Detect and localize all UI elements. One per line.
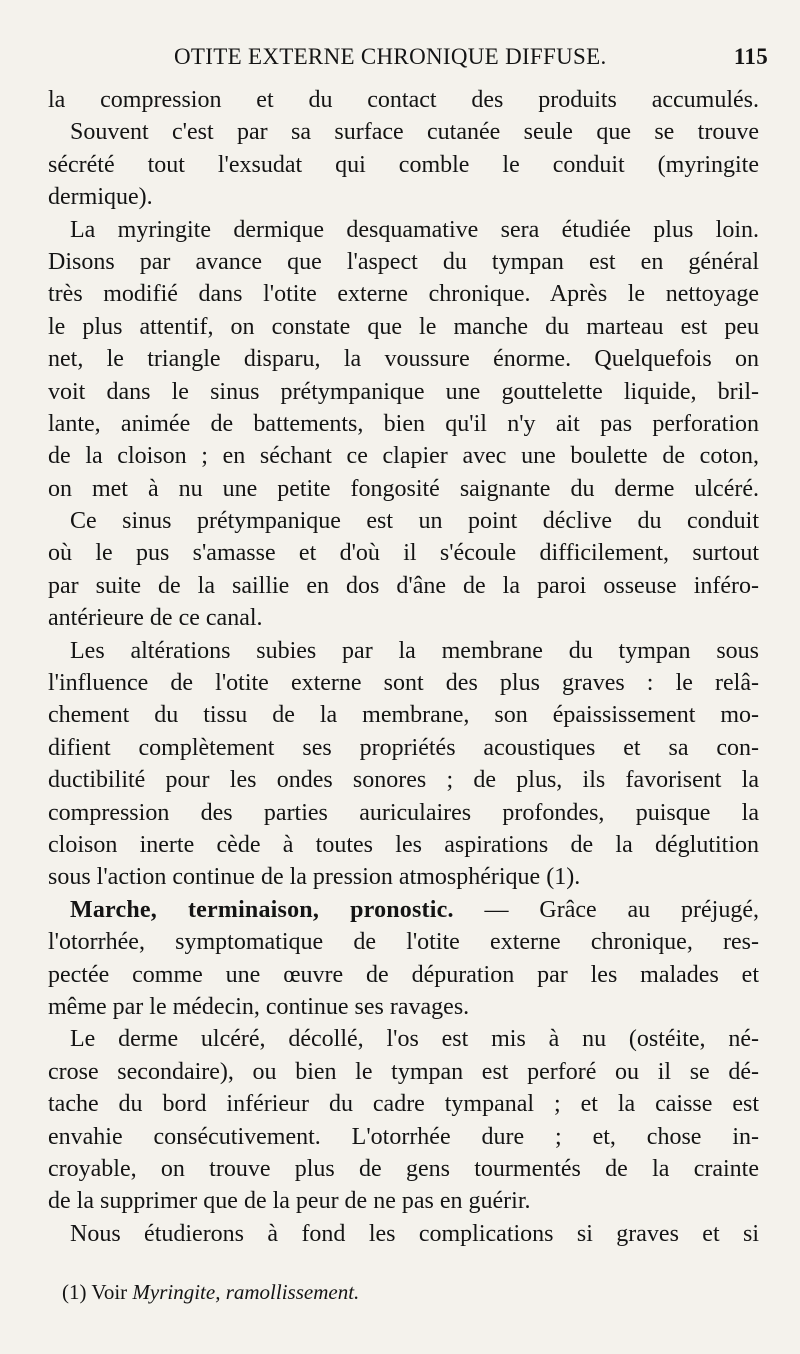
text-line: de la cloison ; en séchant ce clapier avec une boulette de coton,	[48, 443, 759, 470]
text-line: net, le triangle disparu, la voussure énorme. Quelquefois on	[48, 346, 759, 373]
text-line: envahie consécutivement. L'otorrhée dure ; et, chose in-	[48, 1123, 759, 1150]
running-title: OTITE EXTERNE CHRONIQUE DIFFUSE.	[174, 44, 607, 69]
text-line: l'otorrhée, symptomatique de l'otite externe chronique, res-	[48, 929, 759, 956]
text-line: sous l'action continue de la pression atmosphérique (1).	[48, 864, 581, 891]
text-line: tache du bord inférieur du cadre tympanal ; et la caisse est	[48, 1091, 759, 1118]
text-line: où le pus s'amasse et d'où il s'écoule difficilement, surtout	[48, 540, 759, 567]
text-line: cloison inerte cède à toutes les aspirations de la déglutition	[48, 831, 759, 858]
text-line: sécrété tout l'exsudat qui comble le conduit (myringite	[48, 151, 759, 178]
text-line: de la supprimer que de la peur de ne pas en guérir.	[48, 1188, 531, 1215]
text-line: voit dans le sinus prétympanique une gouttelette liquide, bril-	[48, 378, 759, 405]
footnote	[62, 1280, 359, 1305]
page-number: 115	[733, 44, 768, 69]
text-line: Nous étudierons à fond les complications si graves et si	[70, 1220, 759, 1247]
text-line: le plus attentif, on constate que le manche du marteau est peu	[48, 313, 759, 340]
text-line: chement du tissu de la membrane, son épaississement mo-	[48, 702, 759, 729]
text-line: Le derme ulcéré, décollé, l'os est mis à nu (ostéite, né-	[70, 1026, 759, 1053]
text-line: Souvent c'est par sa surface cutanée seule que se trouve	[70, 119, 759, 146]
page-header	[48, 38, 768, 78]
footnote-marker: (1) Voir	[62, 1280, 128, 1304]
text-line: Les altérations subies par la membrane du tympan sous	[70, 637, 759, 664]
footnote-reference: Myringite, ramollissement.	[132, 1280, 360, 1304]
text-line: très modifié dans l'otite externe chronique. Après le nettoyage	[48, 281, 759, 308]
heading-line	[48, 894, 759, 926]
text-line: antérieure de ce canal.	[48, 605, 263, 632]
text-line: pectée comme une œuvre de dépuration par les malades et	[48, 961, 759, 988]
text-line: difient complètement ses propriétés acoustiques et sa con-	[48, 734, 759, 761]
body-text	[48, 84, 759, 1250]
text-line: La myringite dermique desquamative sera étudiée plus loin.	[70, 216, 759, 243]
text-line: — Grâce au préjugé,	[484, 896, 759, 923]
text-line: Ce sinus prétympanique est un point déclive du conduit	[70, 508, 759, 535]
text-line: Disons par avance que l'aspect du tympan est en général	[48, 248, 759, 275]
text-line: même par le médecin, continue ses ravages.	[48, 993, 470, 1020]
text-line: lante, animée de battements, bien qu'il n'y ait pas perforation	[48, 410, 759, 437]
text-line: croyable, on trouve plus de gens tourmentés de la crainte	[48, 1155, 759, 1182]
text-line: ductibilité pour les ondes sonores ; de plus, ils favorisent la	[48, 767, 759, 794]
text-line: compression des parties auriculaires profondes, puisque la	[48, 799, 759, 826]
section-heading: Marche, terminaison, pronostic.	[70, 896, 454, 923]
text-line: on met à nu une petite fongosité saignante du derme ulcéré.	[48, 475, 759, 502]
text-line: dermique).	[48, 184, 153, 211]
text-line: par suite de la saillie en dos d'âne de la paroi osseuse inféro-	[48, 572, 759, 599]
text-line: l'influence de l'otite externe sont des plus graves : le relâ-	[48, 670, 759, 697]
text-line: la compression et du contact des produits accumulés.	[48, 87, 759, 113]
text-line: crose secondaire), ou bien le tympan est perforé ou il se dé-	[48, 1058, 759, 1085]
